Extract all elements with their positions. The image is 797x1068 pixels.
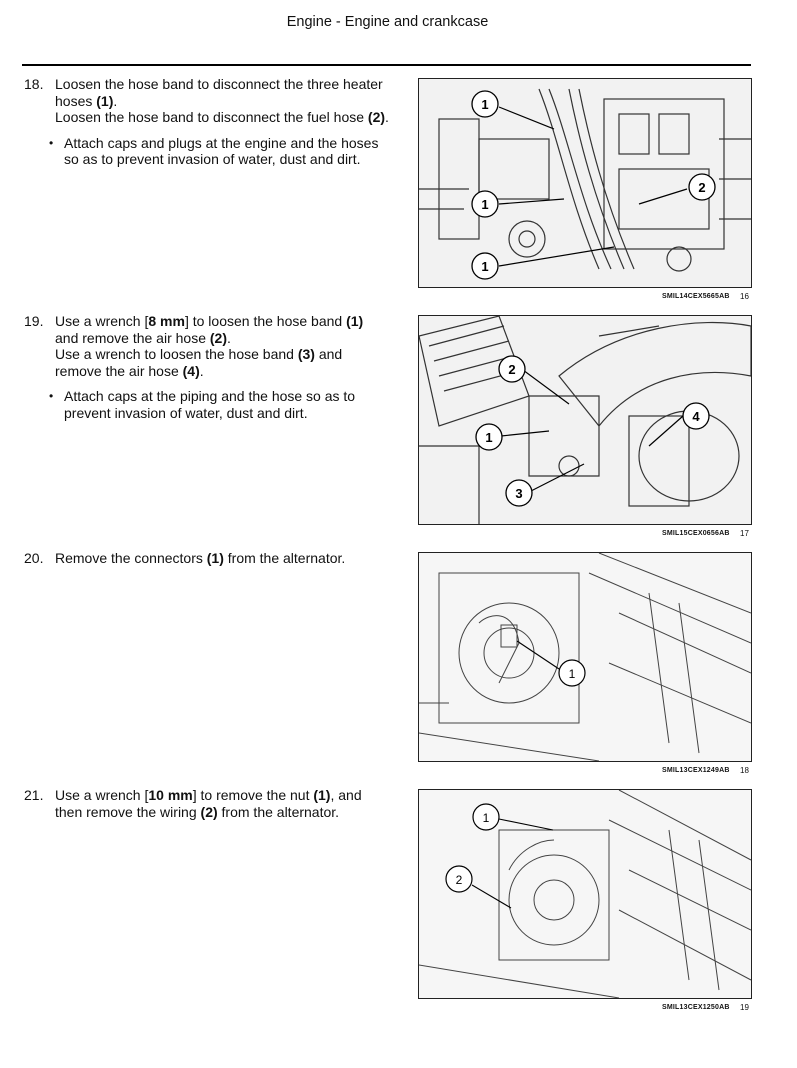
text-run: Loosen the hose band to disconnect the fuel hose (55, 109, 368, 126)
callout-label: 1 (485, 430, 493, 445)
text-run: Use a wrench [ (55, 313, 149, 329)
wrench-size: 8 mm (148, 313, 185, 329)
text-run: Loosen the hose band to disconnect the three heater hoses (55, 76, 383, 109)
callout-ref: (3) (297, 346, 315, 363)
figure-code: SMIL13CEX1250AB (662, 1004, 730, 1011)
text-run: from the alternator. (217, 803, 340, 820)
callout-ref: (4) (182, 362, 200, 379)
step-number: 19. (24, 313, 44, 329)
page-header: Engine - Engine and crankcase (286, 14, 489, 30)
step-18 (24, 76, 390, 168)
callout-ref: (2) (209, 329, 227, 346)
figure-19-alternator-wiring (418, 789, 752, 999)
step-20 (24, 550, 390, 567)
figure-number: 18 (740, 766, 749, 775)
wrench-size: 10 mm (148, 787, 193, 803)
step-number: 21. (24, 787, 44, 803)
alternator-wiring-illustration (419, 790, 751, 998)
text-run: and remove the air hose (55, 329, 210, 346)
text-run: . (199, 362, 204, 379)
callout-ref: (2) (200, 803, 218, 820)
figure-code: SMIL14CEX5665AB (662, 293, 730, 300)
figure-code: SMIL15CEX0656AB (662, 530, 730, 537)
step-line (55, 109, 390, 126)
text-run: . (385, 109, 389, 126)
text-run: ] to loosen the hose band (184, 313, 347, 329)
figure-number: 17 (740, 529, 749, 538)
callout-label: 1 (481, 259, 489, 274)
figure-16-engine-hoses (418, 78, 752, 288)
callout-label: 1 (481, 97, 489, 112)
text-run: . (227, 329, 231, 346)
figure-17-air-hose (418, 315, 752, 525)
engine-hoses-illustration (419, 79, 751, 287)
callout-label: 2 (455, 873, 463, 887)
step-line (55, 787, 390, 820)
callout-label: 4 (692, 409, 700, 424)
callout-ref: (1) (96, 92, 114, 109)
text-run: Use a wrench to loosen the hose band (55, 346, 298, 363)
callout-ref: (1) (313, 787, 331, 803)
callout-label: 3 (515, 486, 523, 501)
text-run: from the alternator. (223, 550, 346, 566)
callout-label: 2 (698, 180, 706, 195)
step-number: 20. (24, 550, 44, 566)
step-21 (24, 787, 390, 820)
callout-label: 2 (508, 362, 516, 377)
callout-label: 1 (568, 667, 576, 681)
step-line (55, 346, 390, 379)
step-19 (24, 313, 390, 422)
callout-label: 1 (481, 197, 489, 212)
figure-code: SMIL13CEX1249AB (662, 767, 730, 774)
text-run: and remove the air hose (55, 346, 343, 379)
callout-ref: (1) (206, 550, 224, 566)
alternator-connectors-illustration (419, 553, 751, 761)
text-run: Remove the connectors (55, 550, 207, 566)
step-bullet: • Attach caps at the piping and the hose so as to prevent invasion of water, dust and dirt. (55, 388, 390, 421)
callout-ref: (2) (367, 109, 386, 126)
figure-18-alternator-connectors (418, 552, 752, 762)
step-bullet: • Attach caps and plugs at the engine and the hoses so as to prevent invasion of water, dust and dirt. (55, 135, 390, 168)
step-line (55, 550, 390, 567)
air-hose-illustration (419, 316, 751, 524)
text-run: Use a wrench [ (55, 787, 149, 803)
text-run: . (113, 92, 118, 109)
step-line (55, 76, 390, 109)
text-run: ] to remove the nut (192, 787, 314, 803)
header-rule (22, 64, 751, 66)
step-line (55, 313, 390, 346)
step-number: 18. (24, 76, 44, 92)
callout-ref: (1) (346, 313, 364, 329)
figure-number: 16 (740, 292, 749, 301)
callout-label: 1 (482, 811, 490, 825)
figure-number: 19 (740, 1003, 749, 1012)
text-run: , and then remove the wiring (55, 787, 362, 820)
